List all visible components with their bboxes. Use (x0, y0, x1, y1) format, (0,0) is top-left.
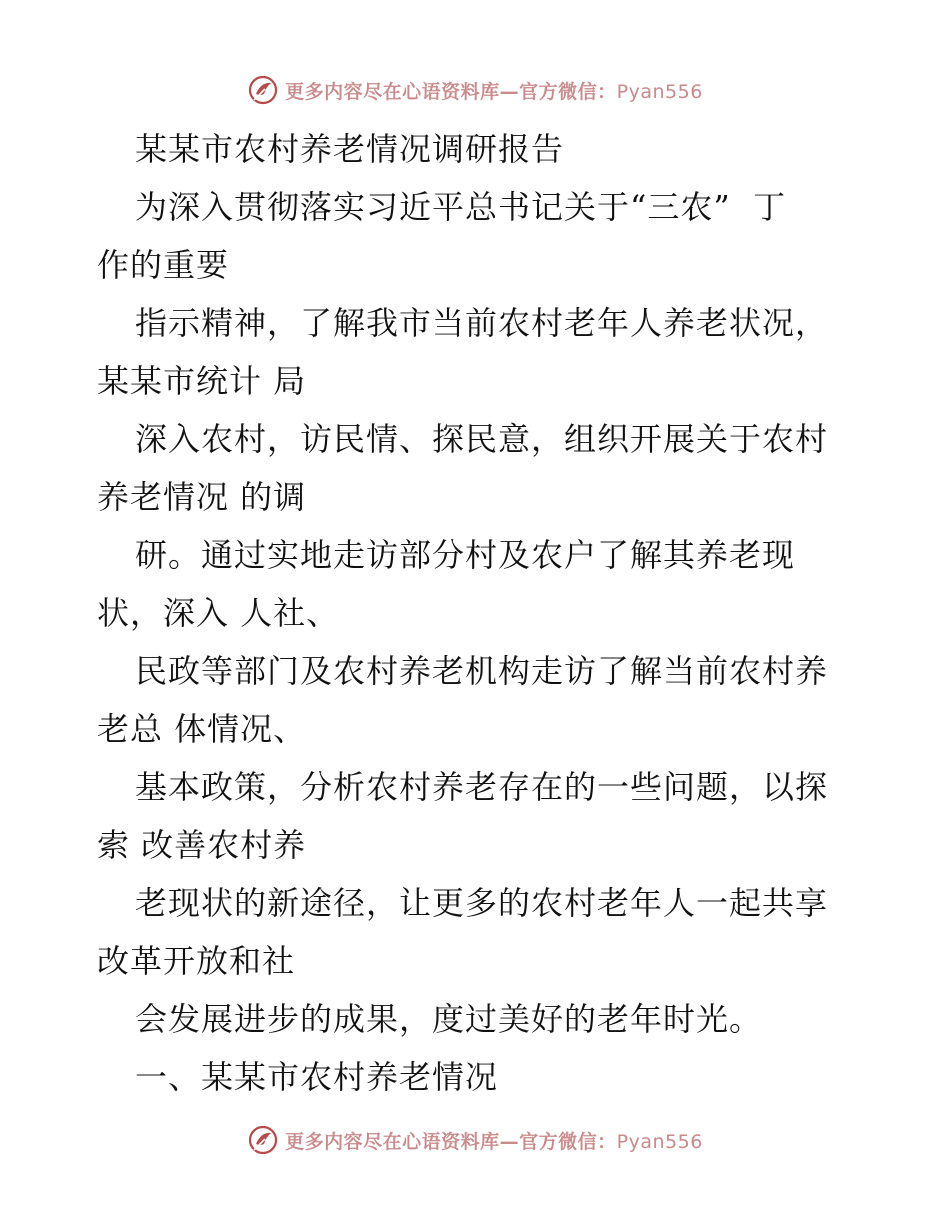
paragraph-line: 会发展进步的成果，度过美好的老年时光。 (135, 1000, 763, 1038)
paragraph-line: 养老情况 的调 (97, 478, 307, 516)
header-watermark-inner (247, 74, 703, 106)
footer-watermark-banner (0, 1120, 950, 1160)
document-body (97, 120, 857, 1106)
header-watermark-text: 更多内容尽在心语资料库—官方微信：Pyan556 (285, 80, 703, 103)
paragraph-line: 民政等部门及农村养老机构走访了解当前农村养 (135, 652, 829, 690)
header-watermark-banner (0, 70, 950, 110)
paragraph-line: 状，深入 人社、 (97, 594, 340, 632)
paragraph-line: 某某市统计 局 (97, 362, 307, 400)
paragraph-line: 索 改善农村养 (97, 826, 307, 864)
watermark-logo-icon (247, 1124, 279, 1156)
document-title: 某某市农村养老情况调研报告 (135, 130, 565, 168)
footer-watermark-inner (247, 1124, 703, 1156)
paragraph-line: 基本政策，分析农村养老存在的一些问题，以探 (135, 768, 829, 806)
paragraph-line: 作的重要 (97, 246, 230, 284)
paragraph-line: 研。通过实地走访部分村及农户了解其养老现 (135, 536, 796, 574)
paragraph-line: 老现状的新途径，让更多的农村老年人一起共享 (135, 884, 829, 922)
paragraph-line: 指示精神，了解我市当前农村老年人养老状况， (135, 304, 829, 342)
footer-watermark-text: 更多内容尽在心语资料库—官方微信：Pyan556 (285, 1130, 703, 1153)
paragraph-line: 老总 体情况、 (97, 710, 307, 748)
paragraph-line: 改革开放和社 (97, 942, 296, 980)
section-heading: 一、某某市农村养老情况 (135, 1058, 499, 1096)
paragraph-line: 深入农村，访民情、探民意，组织开展关于农村 (135, 420, 829, 458)
watermark-logo-icon (247, 74, 279, 106)
paragraph-line: 为深入贯彻落实习近平总书记关于“三农” 丁 (135, 188, 787, 226)
